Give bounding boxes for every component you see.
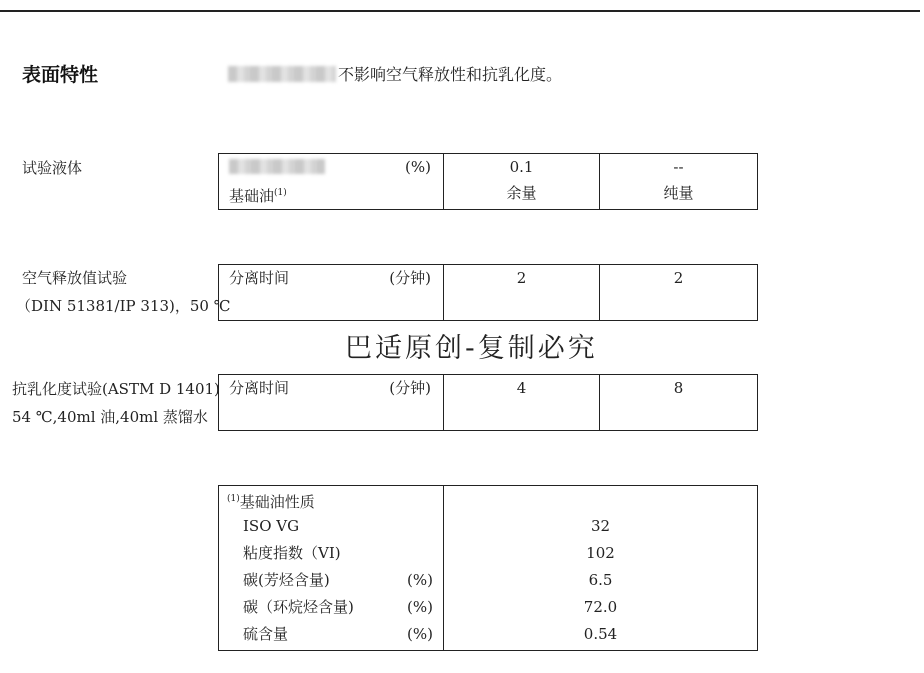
value-cell: 纯量 (663, 184, 694, 202)
property-row: 粘度指数（VI) (243, 544, 341, 562)
property-value: 102 (586, 544, 615, 562)
spacer (444, 486, 757, 513)
unit-minutes: (分钟) (389, 379, 431, 397)
separation-time-label: 分离时间 (229, 269, 290, 287)
base-oil-properties-values (444, 486, 758, 651)
test-fluid-col-a (444, 154, 600, 210)
property-row: 碳（环烷烃含量) (%) (243, 598, 433, 616)
property-value: 32 (590, 517, 611, 535)
air-release-row-label (219, 265, 444, 321)
value-cell: 2 (673, 269, 684, 287)
base-oil-properties-header: $^{(1)}$基础油性质 (227, 493, 315, 511)
section-heading: 表面特性 (22, 64, 99, 86)
value-cell: 2 (516, 269, 527, 287)
demulsibility-row-label (219, 375, 444, 431)
value-cell: -- (673, 158, 684, 176)
footnote-mark: (1) (227, 494, 240, 504)
test-fluid-label: 试验液体 (22, 159, 83, 177)
test-fluid-components-cell (219, 154, 444, 210)
base-oil-properties-labels (219, 486, 444, 651)
property-value: 0.54 (583, 625, 618, 643)
demulsibility-table (218, 374, 758, 431)
property-value: 6.5 (588, 571, 613, 589)
demulsibility-row (219, 375, 443, 401)
top-rule (0, 10, 920, 12)
property-row: 硫含量 (%) (243, 625, 433, 643)
footnote-mark: (1) (274, 188, 287, 198)
demulsibility-col-b (600, 375, 758, 431)
value-cell: 余量 (506, 184, 537, 202)
air-release-table (218, 264, 758, 321)
unit-minutes: (分钟) (389, 269, 431, 287)
demulsibility-col-a (444, 375, 600, 431)
test-fluid-table (218, 153, 758, 210)
separation-time-label: 分离时间 (229, 379, 290, 397)
air-release-col-b (600, 265, 758, 321)
base-oil-label: 基础油 (229, 187, 275, 205)
unit-percent: (%) (405, 158, 431, 176)
value-cell: 4 (516, 379, 527, 397)
value-cell: 0.1 (509, 158, 534, 176)
property-row: 碳(芳烃含量) (%) (243, 571, 433, 589)
test-fluid-col-b (600, 154, 758, 210)
demulsibility-label-2: 54 ℃,40ml 油,40ml 蒸馏水 (12, 408, 208, 426)
test-fluid-row-2 (219, 180, 443, 206)
test-fluid-row-1 (219, 154, 443, 180)
property-value: 72.0 (583, 598, 618, 616)
base-oil-properties-table (218, 485, 758, 651)
redacted-additive-name (229, 159, 325, 174)
value-cell: 8 (673, 379, 684, 397)
air-release-col-a (444, 265, 600, 321)
demulsibility-label-1: 抗乳化度试验(ASTM D 1401) (12, 380, 220, 398)
air-release-row (219, 265, 443, 291)
watermark: 巴适原创-复制必究 (345, 333, 598, 364)
intro-text: 不影响空气释放性和抗乳化度。 (228, 62, 562, 85)
redacted-product-name (228, 66, 336, 82)
air-release-label-2: （DIN 51381/IP 313)，50 ℃ (16, 297, 231, 315)
air-release-label-1: 空气释放值试验 (22, 269, 128, 287)
property-row: ISO VG (243, 517, 300, 535)
